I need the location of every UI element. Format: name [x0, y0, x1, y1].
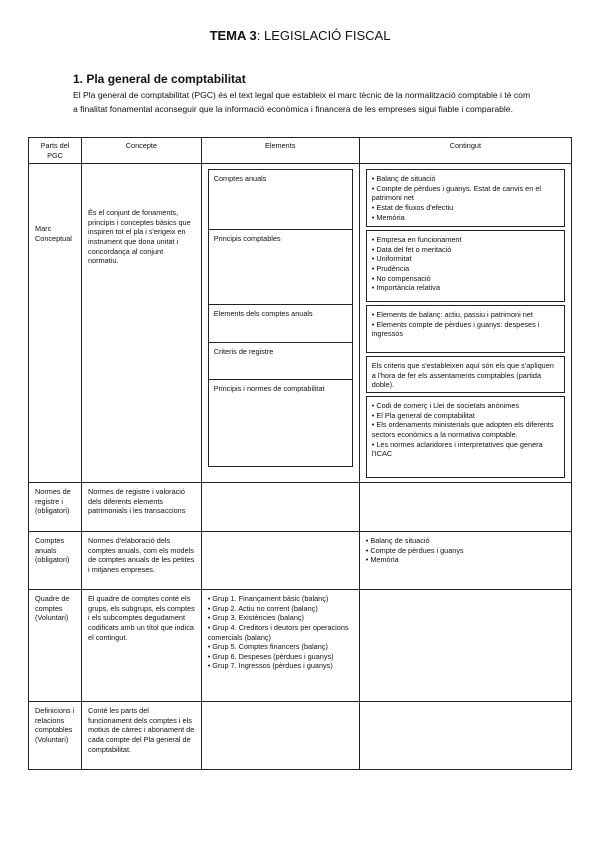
list-item: • Elements de balanç: actiu, passiu i patrimoni net	[372, 310, 559, 320]
list-item: • Memòria	[372, 213, 559, 223]
quadre-concepte: El quadre de comptes conté els grups, els subgrups, els comptes i els subcomptes degudament codificats amb un títol que indica el contingut.	[82, 590, 202, 702]
element-criteris: Criteris de registre	[208, 343, 353, 380]
contingut-principis	[366, 230, 565, 302]
element-principis: Principis comptables	[208, 230, 353, 305]
definicions-part: Definicions i relacions comptables (Voluntari)	[29, 702, 82, 770]
row-quadre-comptes	[29, 590, 572, 702]
page-title	[0, 28, 600, 43]
list-item: • Balanç de situació	[366, 536, 565, 546]
quadre-part: Quadre de comptes (Voluntari)	[29, 590, 82, 702]
page-title-bold: TEMA 3	[209, 28, 257, 43]
element-normes: Principis i normes de comptabilitat	[208, 380, 353, 467]
comptes-elements	[201, 532, 359, 590]
definicions-elements	[201, 702, 359, 770]
contingut-normes	[366, 396, 565, 478]
list-item: • Grup 7. Ingressos (pèrdues i guanys)	[208, 661, 353, 671]
row-comptes-anuals	[29, 532, 572, 590]
pgc-table	[28, 137, 572, 770]
element-comptes-anuals: Comptes anuals	[208, 169, 353, 230]
definicions-contingut	[359, 702, 571, 770]
header-contingut: Contingut	[359, 138, 571, 164]
header-parts: Parts del PGC	[29, 138, 82, 164]
element-elements: Elements dels comptes anuals	[208, 305, 353, 343]
list-item: • Empresa en funcionament	[372, 235, 559, 245]
page-title-rest: : LEGISLACIÓ FISCAL	[256, 28, 391, 43]
list-item: • Codi de comerç i Llei de societats anònimes	[372, 401, 559, 411]
row-definicions	[29, 702, 572, 770]
list-item: • Uniformitat	[372, 254, 559, 264]
list-item: • Balanç de situació	[372, 174, 559, 184]
list-item: • Grup 6. Despeses (pèrdues i guanys)	[208, 652, 353, 662]
list-item: • El Pla general de comptabilitat	[372, 411, 559, 421]
quadre-contingut	[359, 590, 571, 702]
list-item: • Memòria	[366, 555, 565, 565]
comptes-contingut	[359, 532, 571, 590]
list-item: • Grup 1. Finançament bàsic (balanç)	[208, 594, 353, 604]
list-item: • Grup 4. Creditors i deutors per operacions comercials (balanç)	[208, 623, 353, 642]
contingut-elements	[366, 305, 565, 353]
list-item: • No compensació	[372, 274, 559, 284]
section-heading: 1. Pla general de comptabilitat	[73, 72, 246, 86]
contingut-criteris: Els criteris que s'estableixen aquí són els que s'apliquen a l'hora de fer els assentaments comptables (partida doble).	[366, 356, 565, 393]
comptes-part: Comptes anuals (obligatori)	[29, 532, 82, 590]
list-item: • Grup 3. Existències (balanç)	[208, 613, 353, 623]
normes-concepte: Normes de registre i valoració dels diferents elements patrimonials i les transaccions	[82, 483, 202, 532]
table-header-row	[29, 138, 572, 164]
comptes-concepte: Normes d'elaboració dels comptes anuals, com els models de comptes anuals de les petites i mitjanes empreses.	[82, 532, 202, 590]
header-elements: Elements	[201, 138, 359, 164]
list-item: • Grup 2. Actiu no corrent (balanç)	[208, 604, 353, 614]
header-concepte: Concepte	[82, 138, 202, 164]
row-normes-registre	[29, 483, 572, 532]
list-item: • Compte de pèrdues i guanys. Estat de canvis en el patrimoni net	[372, 184, 559, 203]
definicions-concepte: Conté les parts del funcionament dels comptes i els motius de càrrec i abonament de cada compte del Pla general de comptabilitat.	[82, 702, 202, 770]
list-item: • Elements compte de pèrdues i guanys: despeses i ingressos	[372, 320, 559, 339]
marc-elements	[201, 164, 359, 483]
marc-concepte: És el conjunt de fonaments, principis i conceptes bàsics que inspiren tot el pla i s'erigeix en instrument que dona unitat i concordança al conjunt normatiu.	[82, 164, 202, 483]
normes-part: Normes de registre i (obligatori)	[29, 483, 82, 532]
list-item: • Grup 5. Comptes financers (balanç)	[208, 642, 353, 652]
normes-contingut	[359, 483, 571, 532]
list-item: • Les normes aclaridores i interpretatives que genera l'ICAC	[372, 440, 559, 459]
list-item: • Els ordenaments ministerials que adopten els diferents sectors econòmics a la normativa comptable.	[372, 420, 559, 439]
contingut-comptes-anuals	[366, 169, 565, 227]
section-intro: El Pla general de comptabilitat (PGC) és el text legal que estableix el marc tècnic de la normalització comptable i té com a finalitat fonamental aconseguir que la informació econòmica i financera de les empreses sigui fiable i comparable.	[73, 90, 531, 114]
list-item: • Estat de fluxos d'efectiu	[372, 203, 559, 213]
normes-elements	[201, 483, 359, 532]
marc-part: Marc Conceptual	[29, 164, 82, 483]
quadre-elements	[201, 590, 359, 702]
marc-contingut	[359, 164, 571, 483]
list-item: • Importància relativa	[372, 283, 559, 293]
list-item: • Data del fet o meritació	[372, 245, 559, 255]
list-item: • Compte de pèrdues i guanys	[366, 546, 565, 556]
list-item: • Prudència	[372, 264, 559, 274]
row-marc-conceptual	[29, 164, 572, 483]
